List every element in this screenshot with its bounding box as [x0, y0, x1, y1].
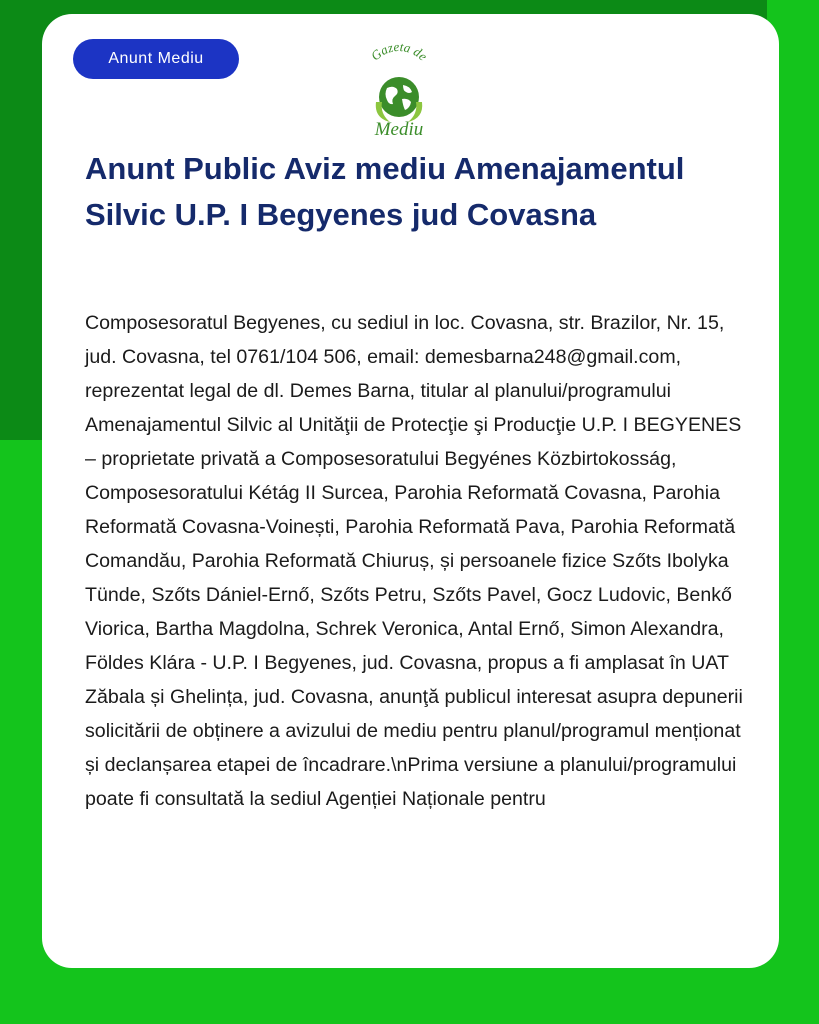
announcement-card — [42, 14, 779, 968]
globe-leaf-icon — [358, 42, 440, 142]
svg-text:Gazeta de — [368, 42, 431, 64]
article-title: Anunt Public Aviz mediu Amenajamentul Silvic U.P. I Begyenes jud Covasna — [85, 151, 685, 232]
category-badge[interactable]: Anunt Mediu — [73, 39, 239, 79]
article-body: Composesoratul Begyenes, cu sediul in loc. Covasna, str. Brazilor, Nr. 15, jud. Covasna, tel 0761/104 506, email: demesbarna248@gmail.com, reprezentat legal de dl. Demes Barna, titular al planului/programului Amenajamentul Silvic al Unităţii de Protecţie şi Producţie U.P. I BEGYENES – proprietate privată a Composesoratului Begyénes Közbirtokosság, Composesoratului Kétág II Surcea, Parohia Reformată Covasna, Parohia Reformată Covasna-Voinești, Parohia Reformată Pava, Parohia Reformată Comandău, Parohia Reformată Chiuruș, și persoanele fizice Szőts Ibolyka Tünde, Szőts Dániel-Ernő, Szőts Petru, Szőts Pavel, Gocz Ludovic, Benkő Viorica, Bartha Magdolna, Schrek Veronica, Antal Ernő, Simon Alexandra, Földes Klára - U.P. I Begyenes, jud. Covasna, propus a fi amplasat în UAT Zăbala și Ghelința, jud. Covasna, anunţă publicul interesat asupra depunerii solicitării de obținere a avizului de mediu pentru planul/programul menționat și declanșarea etapei de încadrare.\nPrima versiune a planului/programului poate fi consultată la sediul Agenției Naționale pentru — [85, 312, 743, 810]
logo-bottom-text: Mediu — [374, 119, 424, 140]
logo-top-text: Gazeta de — [367, 42, 431, 64]
gazeta-de-mediu-logo — [358, 42, 440, 142]
